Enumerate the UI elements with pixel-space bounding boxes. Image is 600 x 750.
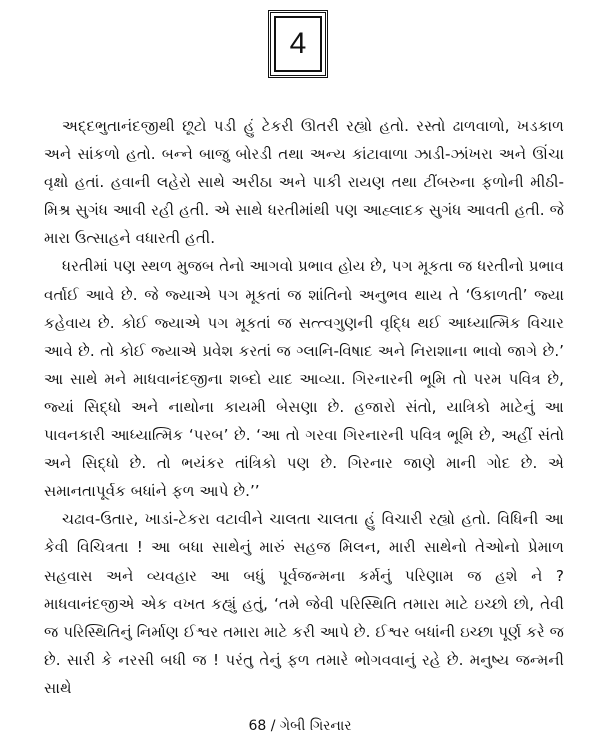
chapter-number: 4 <box>274 16 322 72</box>
paragraph: અદ્દભુતાનંદજીથી છૂટો પડી હું ટેકરી ઊતરી રહ્યો હતો. રસ્તો ઢાળવાળો, ખડકાળ અને સાંકળો હતો. બન્ને બાજુ બોરડી તથા અન્ય કાંટાવાળા ઝાડી-ઝાંખરા અને ઊંચા વૃક્ષો હતાં. હવાની લહેરો સાથે અરીઠા અને પાકી રાયણ તથા ટીંબરુના ફળોની મીઠી-મિશ્ર સુગંધ આવી રહી હતી. એ સાથે ધરતીમાંથી પણ આહ્લાદક સુગંધ આવતી હતી. જે મારા ઉત્સાહને વધારતી હતી. <box>44 117 564 248</box>
paragraph: ચઢાવ-ઉતાર, ખાડાં-ટેકરા વટાવીને ચાલતા ચાલતા હું વિચારી રહ્યો હતો. વિધિની આ કેવી વિચિત્રતા ! આ બધા સાથેનું મારું સહજ મિલન, મારી સાથેનો તેઓનો પ્રેમાળ સહવાસ અને વ્યવહાર આ બધું પૂર્વજન્મના કર્મનું પરિણામ જ હશે ને ? માધવાનંદજીએ એક વખત કહ્યું હતું, ‘તમે જેવી પરિસ્થિતિ તમારા માટે ઇચ્છો છો, તેવી જ પરિસ્થિતિનું નિર્માણ ઈશ્વર તમારા માટે કરી આપે છે. ઈશ્વર બધાંની ઇચ્છા પૂર્ણ કરે જ છે. સારી કે નરસી બધી જ ! પરંતુ તેનું ફળ તમારે ભોગવવાનું રહે છે. મનુષ્ય જન્મની સાથે <box>44 510 564 697</box>
chapter-number-box <box>268 10 328 78</box>
paragraph: ધરતીમાં પણ સ્થળ મુજબ તેનો આગવો પ્રભાવ હોય છે, પગ મૂકતા જ ધરતીનો પ્રભાવ વર્તાઈ આવે છે. જે જ્યાએ પગ મૂકતાં જ શાંતિનો અનુભવ થાય તે ‘ઉકાળતી’ જ્યા કહેવાય છે. કોઈ જ્યાએ પગ મૂકતાં જ સત્ત્વગુણની વૃદ્ધિ થઈ આધ્યાત્મિક વિચાર આવે છે. તો કોઈ જ્યાએ પ્રવેશ કરતાં જ ગ્લાનિ-વિષાદ અને નિરાશાના ભાવો જાગે છે.’ આ સાથે મને માધવાનંદજીના શબ્દો યાદ આવ્યા. ગિરનારની ભૂમિ તો પરમ પવિત્ર છે, જ્યાં સિદ્ધો અને નાથોના કાયમી બેસણા છે. હજારો સંતો, યાત્રિકો માટેનું આ પાવનકારી આધ્યાત્મિક ‘પરબ’ છે. ‘આ તો ગરવા ગિરનારની પવિત્ર ભૂમિ છે, અહીં સંતો અને સિદ્ધો છે. તો ભયંકર તાંત્રિકો પણ છે. ગિરનાર જાણે માની ગોદ છે. એ સમાનતાપૂર્વક બધાંને ફળ આપે છે.’’ <box>44 257 564 501</box>
page-footer: 68 / ગેબી ગિરનાર <box>248 718 352 734</box>
chapter-body <box>44 112 564 702</box>
